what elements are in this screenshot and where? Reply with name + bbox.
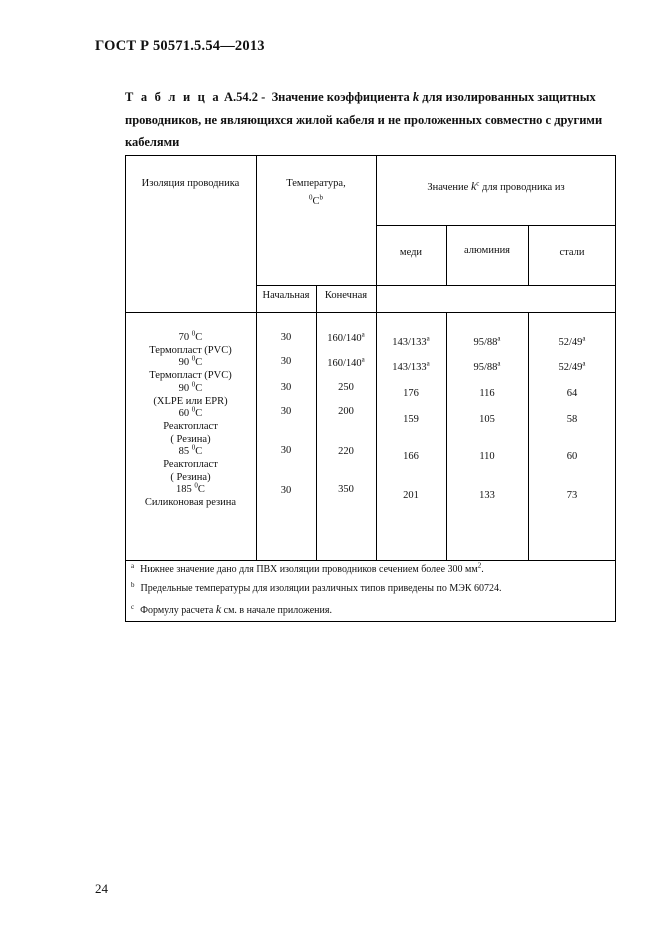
cell-initial: 30 bbox=[280, 406, 292, 417]
header-insulation: Изоляция проводника bbox=[141, 178, 240, 189]
caption-text-pre: Значение коэффициента bbox=[271, 90, 410, 104]
caption-separator: - bbox=[261, 90, 266, 104]
grid-line bbox=[125, 312, 616, 313]
header-temperature-label: Температура, bbox=[286, 178, 346, 189]
cell-final: 160/140$^a$ bbox=[327, 355, 365, 369]
header-temperature-unit: $^0C^b$ bbox=[308, 193, 323, 207]
footnote-b: $^b$ Предельные температуры для изоляции различных типов приведены по МЭК 60724. bbox=[131, 580, 502, 594]
cell-final: 220 bbox=[338, 446, 354, 457]
cell-initial: 30 bbox=[280, 356, 292, 367]
cell-steel: 52/49$^a$ bbox=[558, 334, 586, 348]
cell-final: 160/140$^a$ bbox=[327, 330, 365, 344]
header-value: Значение $k^c$ для проводника из bbox=[427, 179, 565, 193]
insulation-line: ( Резина) bbox=[170, 433, 211, 445]
footnote-c: $^c$ Формулу расчета k см. в начале приложения. bbox=[131, 602, 332, 616]
insulation-line: 185 $^0$C bbox=[176, 481, 205, 496]
header-temperature bbox=[256, 178, 376, 208]
cell-steel: 64 bbox=[566, 388, 578, 399]
insulation-line: 90 $^0$C bbox=[178, 354, 203, 369]
grid-line bbox=[528, 312, 529, 560]
cell-initial: 30 bbox=[280, 445, 292, 456]
caption-k: k bbox=[412, 90, 420, 104]
cell-copper: 201 bbox=[403, 490, 419, 501]
insulation-line: Термопласт (PVC) bbox=[149, 344, 232, 356]
cell-copper: 143/133$^a$ bbox=[392, 334, 430, 348]
cell-copper: 143/133$^a$ bbox=[392, 359, 430, 373]
insulation-line: (XLPE или EPR) bbox=[153, 395, 228, 407]
cell-steel: 60 bbox=[566, 451, 578, 462]
cell-aluminium: 133 bbox=[479, 490, 495, 501]
cell-copper: 166 bbox=[403, 451, 419, 462]
header-steel: стали bbox=[559, 247, 585, 258]
cell-initial: 30 bbox=[280, 485, 292, 496]
insulation-line: 60 $^0$C bbox=[178, 405, 203, 420]
header-final: Конечная bbox=[324, 290, 368, 301]
insulation-line: ( Резина) bbox=[170, 471, 211, 483]
cell-final: 350 bbox=[338, 484, 354, 495]
cell-steel: 73 bbox=[566, 490, 578, 501]
header-initial: Начальная bbox=[262, 290, 310, 301]
cell-aluminium: 95/88$^a$ bbox=[473, 334, 501, 348]
caption-number: А.54.2 bbox=[223, 90, 259, 104]
cell-aluminium: 105 bbox=[479, 414, 495, 425]
page-number: 24 bbox=[95, 881, 108, 896]
grid-line bbox=[316, 285, 317, 560]
cell-copper: 176 bbox=[403, 388, 419, 399]
header-aluminium: алюминия bbox=[463, 245, 511, 256]
document-code: ГОСТ Р 50571.5.54—2013 bbox=[95, 38, 265, 54]
insulation-line: Силиконовая резина bbox=[144, 497, 237, 509]
insulation-line: Реактопласт bbox=[163, 420, 218, 432]
grid-line bbox=[446, 312, 447, 560]
insulation-line: Термопласт (PVC) bbox=[149, 370, 232, 382]
caption-label: Т а б л и ц а bbox=[125, 90, 221, 104]
insulation-line: 70 $^0$C bbox=[178, 329, 203, 343]
cell-aluminium: 110 bbox=[479, 451, 495, 462]
table-caption bbox=[125, 86, 605, 154]
insulation-line: 90 $^0$C bbox=[178, 380, 203, 394]
cell-copper: 159 bbox=[403, 414, 419, 425]
insulation-line: 85 $^0$C bbox=[178, 443, 203, 458]
grid-line bbox=[125, 560, 616, 561]
cell-steel: 52/49$^a$ bbox=[558, 359, 586, 373]
cell-aluminium: 116 bbox=[479, 388, 495, 399]
cell-final: 200 bbox=[338, 406, 354, 417]
caption-text-post: для изолированных защитных проводников, не являющихся жилой кабеля и не проложенных совместно с другими кабелями bbox=[125, 90, 603, 149]
cell-steel: 58 bbox=[566, 414, 578, 425]
header-copper: меди bbox=[399, 247, 423, 258]
cell-initial: 30 bbox=[280, 382, 292, 393]
insulation-list bbox=[125, 329, 256, 510]
cell-initial: 30 bbox=[280, 332, 292, 343]
insulation-line: Реактопласт bbox=[163, 459, 218, 471]
cell-aluminium: 95/88$^a$ bbox=[473, 359, 501, 373]
grid-line bbox=[376, 225, 616, 226]
cell-final: 250 bbox=[338, 382, 354, 393]
footnote-a: $^a$ Нижнее значение дано для ПВХ изоляции проводников сечением более 300 $мм^2$. bbox=[131, 561, 484, 575]
grid-line bbox=[256, 285, 616, 286]
